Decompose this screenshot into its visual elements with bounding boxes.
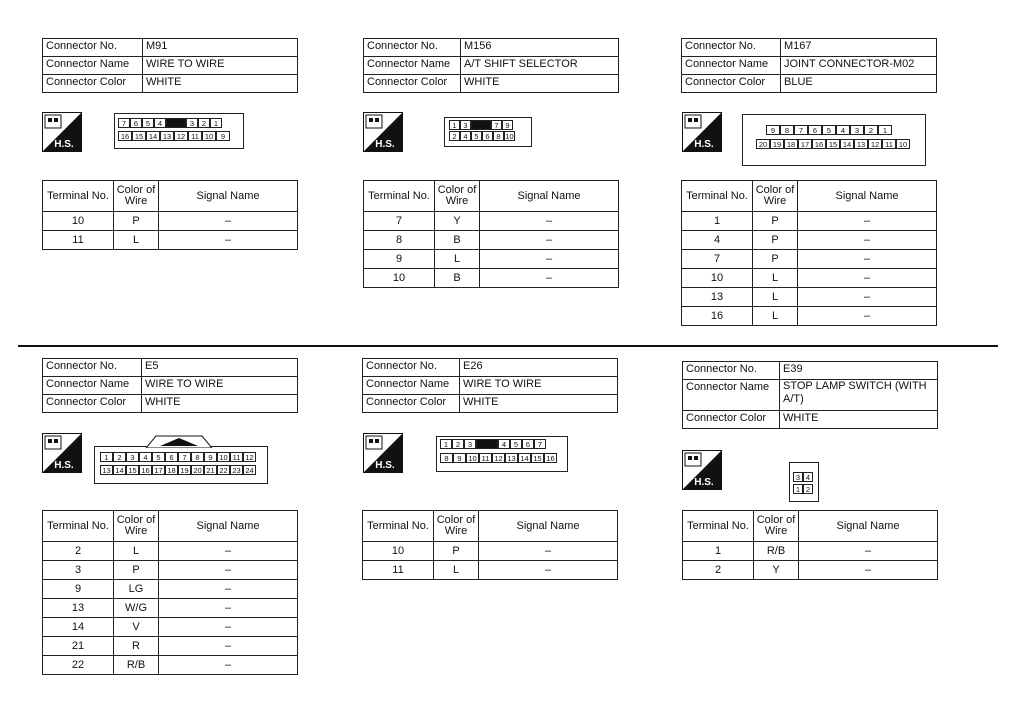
pin-cell: 16 [812, 139, 826, 149]
pin-cell: 5 [471, 131, 482, 141]
wire-color-header-line2: Wire [124, 195, 148, 207]
pin-row [682, 307, 937, 326]
wire-color-cell: B [435, 269, 480, 288]
pin-cell-row [118, 131, 230, 141]
wire-color-header-line1: Color of [756, 514, 796, 526]
pin-row [43, 542, 298, 561]
signal-name-cell: – [159, 656, 298, 675]
signal-name-header: Signal Name [479, 511, 618, 542]
pin-cell: 2 [113, 452, 126, 462]
pin-cell: 9 [453, 453, 466, 463]
blocked-cavity [166, 118, 186, 128]
connector-no-label: Connector No. [43, 39, 143, 57]
wire-color-cell: L [753, 307, 798, 326]
pin-row [43, 599, 298, 618]
pin-cell: 4 [154, 118, 166, 128]
pin-row [363, 561, 618, 580]
wire-color-header [434, 511, 479, 542]
pin-row [364, 231, 619, 250]
blocked-cavity [471, 120, 491, 130]
wire-color-cell: R/B [754, 542, 799, 561]
pin-cell: 11 [882, 139, 896, 149]
pin-cell-row [766, 125, 892, 135]
terminal-no-cell: 1 [682, 212, 753, 231]
signal-name-cell: – [159, 618, 298, 637]
pin-row [43, 561, 298, 580]
terminal-no-cell: 10 [43, 212, 114, 231]
pin-table [362, 510, 618, 580]
pin-row [43, 580, 298, 599]
pin-cell: 15 [826, 139, 840, 149]
pin-rows [683, 542, 938, 580]
signal-name-cell: – [799, 561, 938, 580]
connector-name-label: Connector Name [363, 377, 460, 395]
pin-row [43, 656, 298, 675]
connector-name-label: Connector Name [43, 57, 143, 75]
terminal-no-cell: 4 [682, 231, 753, 250]
hs-connector-icon [682, 450, 722, 490]
wire-color-cell: L [114, 542, 159, 561]
signal-name-cell: – [480, 250, 619, 269]
terminal-no-header: Terminal No. [364, 181, 435, 212]
signal-name-cell: – [798, 288, 937, 307]
terminal-no-header: Terminal No. [682, 181, 753, 212]
pin-cell: 5 [510, 439, 522, 449]
wire-color-header-line1: Color of [116, 184, 156, 196]
terminal-no-cell: 7 [364, 212, 435, 231]
signal-name-header: Signal Name [480, 181, 619, 212]
pin-rows [43, 542, 298, 675]
connector-color-label: Connector Color [363, 395, 460, 413]
pin-cell: 1 [100, 452, 113, 462]
pin-cell: 4 [139, 452, 152, 462]
hs-label: H.S. [694, 477, 714, 488]
connector-color-value: WHITE [143, 75, 298, 93]
wire-color-header [753, 181, 798, 212]
pin-cell: 6 [482, 131, 493, 141]
signal-name-cell: – [479, 542, 618, 561]
wire-color-cell: P [753, 212, 798, 231]
pin-row [43, 212, 298, 231]
wire-color-cell: L [435, 250, 480, 269]
connector-color-value: WHITE [780, 411, 938, 429]
wire-color-cell: W/G [114, 599, 159, 618]
wire-color-cell: R [114, 637, 159, 656]
connector-color-value: WHITE [461, 75, 619, 93]
pin-cell: 2 [452, 439, 464, 449]
wire-color-cell: P [114, 212, 159, 231]
pin-cell: 15 [126, 465, 139, 475]
connector-color-label: Connector Color [43, 75, 143, 93]
signal-name-cell: – [798, 307, 937, 326]
connector-name-value: WIRE TO WIRE [142, 377, 298, 395]
pin-rows [43, 212, 298, 250]
terminal-no-header: Terminal No. [43, 511, 114, 542]
pin-cell: 10 [896, 139, 910, 149]
pin-cell: 5 [142, 118, 154, 128]
pin-row [682, 212, 937, 231]
pin-row [683, 561, 938, 580]
connector-no-label: Connector No. [682, 39, 781, 57]
terminal-no-cell: 13 [682, 288, 753, 307]
signal-name-cell: – [480, 231, 619, 250]
terminal-no-cell: 11 [363, 561, 434, 580]
pin-cell: 6 [522, 439, 534, 449]
pin-cell: 3 [464, 439, 476, 449]
pin-cell: 9 [502, 120, 513, 130]
signal-name-header: Signal Name [159, 181, 298, 212]
pin-cell: 15 [531, 453, 544, 463]
terminal-no-header: Terminal No. [683, 511, 754, 542]
pin-cell-row [449, 120, 513, 130]
wire-color-cell: L [753, 288, 798, 307]
pin-cell: 12 [868, 139, 882, 149]
pin-cell: 17 [798, 139, 812, 149]
terminal-no-cell: 9 [43, 580, 114, 599]
pin-cell: 3 [460, 120, 471, 130]
terminal-no-cell: 2 [683, 561, 754, 580]
wire-color-header-line1: Color of [116, 514, 156, 526]
connector-info-table [42, 38, 298, 93]
wire-color-cell: R/B [114, 656, 159, 675]
connector-name-value: WIRE TO WIRE [143, 57, 298, 75]
terminal-no-cell: 8 [364, 231, 435, 250]
hs-label: H.S. [375, 139, 395, 150]
pin-cell: 10 [466, 453, 479, 463]
pin-row [43, 231, 298, 250]
signal-name-cell: – [798, 250, 937, 269]
connector-name-value: WIRE TO WIRE [460, 377, 618, 395]
terminal-no-cell: 3 [43, 561, 114, 580]
pin-cell: 8 [780, 125, 794, 135]
pin-cell: 3 [186, 118, 198, 128]
pin-cell: 13 [505, 453, 518, 463]
pin-cell: 23 [230, 465, 243, 475]
wire-color-header-line1: Color of [436, 514, 476, 526]
connector-name-label: Connector Name [682, 57, 781, 75]
wire-color-cell: L [114, 231, 159, 250]
pin-cell: 6 [165, 452, 178, 462]
wire-color-header [754, 511, 799, 542]
pin-cell: 19 [770, 139, 784, 149]
wire-color-header-line2: Wire [764, 525, 788, 537]
pin-row [364, 250, 619, 269]
pin-cell: 9 [216, 131, 230, 141]
connector-no-value: E39 [780, 362, 938, 380]
pin-rows [363, 542, 618, 580]
signal-name-cell: – [479, 561, 618, 580]
connector-color-label: Connector Color [43, 395, 142, 413]
connector-name-label: Connector Name [364, 57, 461, 75]
pin-cell: 20 [756, 139, 770, 149]
signal-name-cell: – [159, 542, 298, 561]
terminal-no-cell: 11 [43, 231, 114, 250]
pin-cell: 3 [850, 125, 864, 135]
wire-color-cell: P [114, 561, 159, 580]
pin-cell: 22 [217, 465, 230, 475]
terminal-no-header: Terminal No. [363, 511, 434, 542]
pin-cell-row [793, 484, 813, 494]
pin-cell: 24 [243, 465, 256, 475]
pin-cell: 18 [784, 139, 798, 149]
signal-name-header: Signal Name [798, 181, 937, 212]
pin-cell: 14 [146, 131, 160, 141]
connector-no-label: Connector No. [43, 359, 142, 377]
wire-color-header [114, 181, 159, 212]
connector-info-table [681, 38, 937, 93]
pin-cell: 11 [188, 131, 202, 141]
wire-color-cell: L [434, 561, 479, 580]
pin-cell: 1 [793, 484, 803, 494]
signal-name-cell: – [159, 580, 298, 599]
connector-no-label: Connector No. [683, 362, 780, 380]
signal-name-cell: – [798, 269, 937, 288]
pin-cell: 20 [191, 465, 204, 475]
signal-name-cell: – [159, 599, 298, 618]
pin-cell: 21 [204, 465, 217, 475]
wire-color-cell: B [435, 231, 480, 250]
hs-connector-icon [42, 112, 82, 152]
pin-cell: 15 [132, 131, 146, 141]
wire-color-cell: P [434, 542, 479, 561]
pin-cell: 8 [493, 131, 504, 141]
hs-connector-icon [42, 433, 82, 473]
pin-cell: 1 [878, 125, 892, 135]
section-divider [18, 345, 998, 347]
pin-cell-row [793, 472, 813, 482]
connector-name-value: STOP LAMP SWITCH (WITH A/T) [780, 380, 938, 411]
pin-cell: 1 [449, 120, 460, 130]
pin-cell: 7 [534, 439, 546, 449]
connector-color-label: Connector Color [682, 75, 781, 93]
pin-cell: 3 [126, 452, 139, 462]
pin-cell: 7 [794, 125, 808, 135]
pin-table [42, 510, 298, 675]
connector-latch-e5 [146, 434, 212, 448]
pin-cell: 10 [505, 132, 514, 141]
pin-cell: 6 [808, 125, 822, 135]
pin-cell: 17 [152, 465, 165, 475]
pin-cell: 10 [217, 452, 230, 462]
terminal-no-cell: 10 [682, 269, 753, 288]
signal-name-cell: – [159, 212, 298, 231]
connector-no-value: M167 [781, 39, 937, 57]
signal-name-header: Signal Name [159, 511, 298, 542]
terminal-no-cell: 21 [43, 637, 114, 656]
pin-row [43, 618, 298, 637]
connector-info-table [42, 358, 298, 413]
blocked-cavity [476, 439, 498, 449]
pin-cell: 4 [460, 131, 471, 141]
pin-cell: 16 [544, 453, 557, 463]
wire-color-header-line2: Wire [444, 525, 468, 537]
connector-name-label: Connector Name [43, 377, 142, 395]
terminal-no-cell: 10 [364, 269, 435, 288]
wire-color-cell: V [114, 618, 159, 637]
pin-cell: 2 [198, 118, 210, 128]
hs-connector-icon [363, 112, 403, 152]
pin-cell: 6 [130, 118, 142, 128]
pin-cell: 1 [210, 118, 222, 128]
wire-color-header-line1: Color of [755, 184, 795, 196]
signal-name-cell: – [798, 212, 937, 231]
pin-cell: 2 [803, 484, 813, 494]
pin-cell: 11 [479, 453, 492, 463]
pin-cell: 14 [113, 465, 126, 475]
pin-cell: 7 [491, 120, 502, 130]
terminal-no-cell: 13 [43, 599, 114, 618]
pin-cell: 8 [191, 452, 204, 462]
pin-cell: 2 [449, 131, 460, 141]
pin-row [682, 269, 937, 288]
wire-color-header-line1: Color of [437, 184, 477, 196]
wire-color-header-line2: Wire [763, 195, 787, 207]
connector-no-value: E26 [460, 359, 618, 377]
connector-no-value: M91 [143, 39, 298, 57]
pin-row [682, 231, 937, 250]
signal-name-cell: – [798, 231, 937, 250]
pin-cell: 14 [840, 139, 854, 149]
pin-cell-row [440, 453, 557, 463]
terminal-no-header: Terminal No. [43, 181, 114, 212]
pin-cell: 12 [492, 453, 505, 463]
pin-cell: 16 [139, 465, 152, 475]
connector-info-table [682, 361, 938, 429]
pin-cell: 5 [152, 452, 165, 462]
pin-cell-row [118, 118, 222, 128]
signal-name-cell: – [159, 231, 298, 250]
pin-cell: 8 [440, 453, 453, 463]
pin-cell: 1 [440, 439, 452, 449]
hs-connector-icon [682, 112, 722, 152]
terminal-no-cell: 14 [43, 618, 114, 637]
pin-cell: 4 [836, 125, 850, 135]
pin-cell: 12 [243, 452, 256, 462]
pin-cell: 16 [118, 131, 132, 141]
hs-label: H.S. [54, 460, 74, 471]
pin-cell: 7 [118, 118, 130, 128]
connector-color-label: Connector Color [683, 411, 780, 429]
wire-color-cell: P [753, 231, 798, 250]
connector-color-label: Connector Color [364, 75, 461, 93]
connector-color-value: WHITE [460, 395, 618, 413]
connector-info-table [363, 38, 619, 93]
pin-cell-row [100, 465, 256, 475]
pin-cell-row [440, 439, 546, 449]
pin-table [42, 180, 298, 250]
signal-name-cell: – [480, 269, 619, 288]
pin-cell: 11 [230, 452, 243, 462]
pin-cell-row [449, 131, 515, 141]
connector-no-label: Connector No. [364, 39, 461, 57]
hs-label: H.S. [375, 460, 395, 471]
terminal-no-cell: 10 [363, 542, 434, 561]
wire-color-header [114, 511, 159, 542]
pin-row [364, 269, 619, 288]
pin-cell-row [756, 139, 910, 149]
wire-color-cell: L [753, 269, 798, 288]
pin-cell: 2 [864, 125, 878, 135]
wire-color-header-line2: Wire [124, 525, 148, 537]
pin-cell: 5 [822, 125, 836, 135]
terminal-no-cell: 22 [43, 656, 114, 675]
connector-name-value: A/T SHIFT SELECTOR [461, 57, 619, 75]
pin-cell: 4 [803, 472, 813, 482]
connector-face-e39 [789, 462, 819, 502]
connector-no-value: E5 [142, 359, 298, 377]
pin-table [681, 180, 937, 326]
wire-color-cell: Y [435, 212, 480, 231]
connector-name-label: Connector Name [683, 380, 780, 411]
wire-color-cell: LG [114, 580, 159, 599]
pin-cell: 4 [498, 439, 510, 449]
terminal-no-cell: 1 [683, 542, 754, 561]
connector-no-label: Connector No. [363, 359, 460, 377]
pin-cell: 10 [202, 131, 216, 141]
pin-row [682, 288, 937, 307]
connector-color-value: BLUE [781, 75, 937, 93]
wire-color-cell: P [753, 250, 798, 269]
pin-row [43, 637, 298, 656]
pin-cell: 13 [854, 139, 868, 149]
wire-color-header-line2: Wire [445, 195, 469, 207]
pin-cell: 19 [178, 465, 191, 475]
pin-row [682, 250, 937, 269]
connector-no-value: M156 [461, 39, 619, 57]
pin-table [363, 180, 619, 288]
pin-row [683, 542, 938, 561]
pin-cell: 12 [174, 131, 188, 141]
signal-name-cell: – [480, 212, 619, 231]
terminal-no-cell: 7 [682, 250, 753, 269]
pin-cell: 7 [178, 452, 191, 462]
pin-cell: 9 [766, 125, 780, 135]
pin-cell: 13 [160, 131, 174, 141]
pin-cell: 18 [165, 465, 178, 475]
hs-label: H.S. [694, 139, 714, 150]
pin-rows [682, 212, 937, 326]
hs-label: H.S. [54, 139, 74, 150]
connector-name-value: JOINT CONNECTOR-M02 [781, 57, 937, 75]
wire-color-cell: Y [754, 561, 799, 580]
terminal-no-cell: 9 [364, 250, 435, 269]
pin-row [363, 542, 618, 561]
pin-row [364, 212, 619, 231]
wire-color-header [435, 181, 480, 212]
terminal-no-cell: 16 [682, 307, 753, 326]
pin-cell: 3 [793, 472, 803, 482]
pin-cell: 13 [100, 465, 113, 475]
pin-cell: 14 [518, 453, 531, 463]
connector-info-table [362, 358, 618, 413]
signal-name-cell: – [159, 561, 298, 580]
connector-color-value: WHITE [142, 395, 298, 413]
pin-cell-row [100, 452, 256, 462]
hs-connector-icon [363, 433, 403, 473]
terminal-no-cell: 2 [43, 542, 114, 561]
pin-cell: 9 [204, 452, 217, 462]
signal-name-cell: – [159, 637, 298, 656]
pin-table [682, 510, 938, 580]
signal-name-header: Signal Name [799, 511, 938, 542]
signal-name-cell: – [799, 542, 938, 561]
pin-rows [364, 212, 619, 288]
